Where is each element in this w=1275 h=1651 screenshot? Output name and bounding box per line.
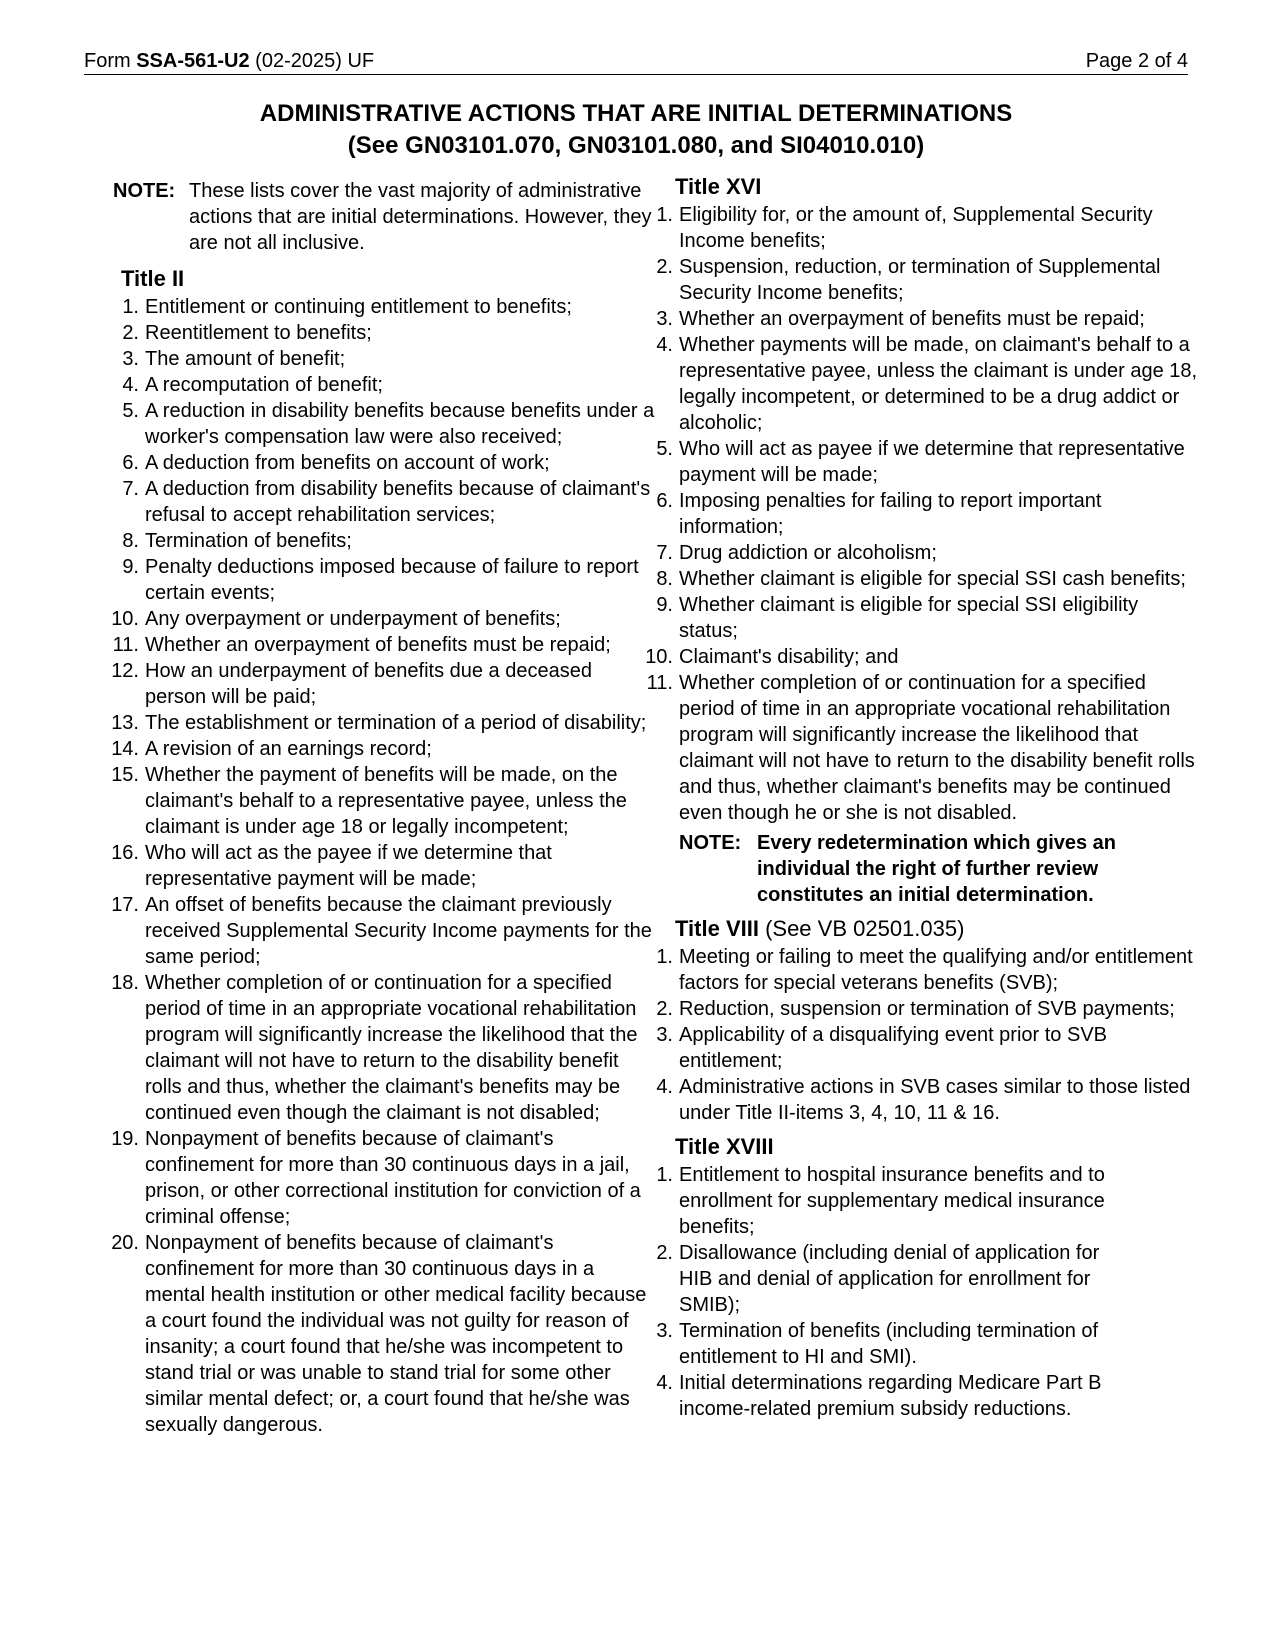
list-item-text: Disallowance (including denial of application for HIB and denial of application for enrollment for SMIB);	[679, 1242, 1100, 1316]
list-item-number: 11.	[112, 634, 139, 656]
list-item	[641, 436, 1201, 488]
list-item-number: 1.	[656, 946, 673, 968]
list-item-number: 4.	[656, 1076, 673, 1098]
list-item	[641, 1240, 1131, 1318]
list-item-text: Whether the payment of benefits will be made, on the claimant's behalf to a representative payee, unless the claimant is under age 18 or legally incompetent;	[145, 764, 627, 838]
list-item	[107, 762, 658, 840]
list-item-number: 15.	[111, 764, 139, 786]
list-item-number: 4.	[656, 334, 673, 356]
list-item-number: 9.	[656, 594, 673, 616]
list-item	[107, 658, 658, 710]
list-item	[107, 736, 658, 762]
list-item-text: A deduction from disability benefits because of claimant's refusal to accept rehabilitation services;	[145, 478, 651, 526]
list-item-number: 9.	[122, 556, 139, 578]
title-xviii-heading: Title XVIII	[675, 1134, 774, 1159]
list-item-number: 1.	[656, 204, 673, 226]
list-item-text: Eligibility for, or the amount of, Supplemental Security Income benefits;	[679, 204, 1153, 252]
list-item	[107, 1126, 658, 1230]
list-item	[641, 1318, 1131, 1370]
redetermination-note	[679, 830, 1190, 908]
list-item-text: Drug addiction or alcoholism;	[679, 542, 937, 564]
list-item-text: A recomputation of benefit;	[145, 374, 383, 396]
list-item-text: Who will act as the payee if we determine that representative payment will be made;	[145, 842, 552, 890]
list-item-number: 2.	[656, 998, 673, 1020]
list-item-number: 19.	[111, 1128, 139, 1150]
list-item	[107, 632, 658, 658]
list-item-text: Entitlement or continuing entitlement to benefits;	[145, 296, 572, 318]
intro-note-text: These lists cover the vast majority of administrative actions that are initial determinations. However, they are not all inclusive.	[189, 180, 652, 254]
list-item	[107, 372, 658, 398]
list-item-text: Reduction, suspension or termination of SVB payments;	[679, 998, 1175, 1020]
title-viii-heading: Title VIII (See VB 02501.035)	[675, 916, 965, 941]
list-item	[641, 1162, 1131, 1240]
list-item-text: The establishment or termination of a period of disability;	[145, 712, 647, 734]
list-item-text: A reduction in disability benefits because benefits under a worker's compensation law were also received;	[145, 400, 655, 448]
list-item	[641, 540, 1201, 566]
list-item-text: Nonpayment of benefits because of claimant's confinement for more than 30 continuous days in a mental health institution or other medical facility because a court found the individual was not guilty for reason of insanity; a court found that he/she was incompetent to stand trial or was unable to stand trial for some other similar mental defect; or, a court found that he/she was sexually dangerous.	[145, 1232, 647, 1436]
right-column	[645, 174, 1198, 1422]
list-item-text: Reentitlement to benefits;	[145, 322, 372, 344]
title-ii-heading: Title II	[121, 266, 185, 291]
list-item	[641, 488, 1201, 540]
list-item	[641, 1074, 1201, 1126]
list-item	[107, 970, 658, 1126]
list-item-text: Termination of benefits (including termination of entitlement to HI and SMI).	[679, 1320, 1099, 1368]
list-item	[107, 294, 658, 320]
intro-note-label: NOTE:	[113, 180, 176, 202]
list-item-text: Whether completion of or continuation for a specified period of time in an appropriate vocational rehabilitation program will significantly increase the likelihood that claimant will not have to return to the disability benefit rolls and thus, whether claimant's benefits may be continued even though he or she is not disabled.	[679, 672, 1195, 824]
list-item-number: 20.	[111, 1232, 139, 1254]
list-item	[641, 1370, 1131, 1422]
list-item	[641, 996, 1201, 1022]
list-item-number: 11.	[646, 672, 673, 694]
list-item-number: 10.	[645, 646, 673, 668]
list-item-text: Entitlement to hospital insurance benefits and to enrollment for supplementary medical insurance benefits;	[679, 1164, 1105, 1238]
list-item-number: 10.	[111, 608, 139, 630]
list-item	[107, 346, 658, 372]
list-item	[641, 332, 1201, 436]
list-item	[641, 592, 1201, 644]
form-header	[84, 48, 1188, 75]
list-item	[107, 398, 658, 450]
page-number: Page 2 of 4	[1085, 50, 1188, 72]
list-item	[107, 450, 658, 476]
list-item-number: 3.	[656, 1024, 673, 1046]
left-column	[113, 178, 658, 1438]
list-item	[107, 476, 658, 528]
list-item-text: Whether claimant is eligible for special SSI eligibility status;	[679, 594, 1139, 642]
list-item-number: 2.	[656, 1242, 673, 1264]
list-item-text: A revision of an earnings record;	[145, 738, 432, 760]
list-item	[641, 644, 1201, 670]
list-item-text: Whether payments will be made, on claimant's behalf to a representative payee, unless the claimant is under age 18, legally incompetent, or determined to be a drug addict or alcoholic;	[679, 334, 1198, 434]
list-item-number: 7.	[656, 542, 673, 564]
list-item-text: Initial determinations regarding Medicare Part B income-related premium subsidy reductions.	[679, 1372, 1102, 1420]
list-item	[107, 554, 658, 606]
list-item-number: 1.	[122, 296, 139, 318]
list-item-text: Termination of benefits;	[145, 530, 352, 552]
intro-note	[113, 178, 658, 256]
page-title-line-2: (See GN03101.070, GN03101.080, and SI04010.010)	[347, 132, 925, 159]
list-item-number: 8.	[656, 568, 673, 590]
title-ii-list	[107, 294, 658, 1438]
list-item	[641, 566, 1201, 592]
list-item-text: Administrative actions in SVB cases similar to those listed under Title II-items 3, 4, 10, 11 & 16.	[679, 1076, 1191, 1124]
list-item	[107, 710, 658, 736]
list-item-text: How an underpayment of benefits due a deceased person will be paid;	[145, 660, 592, 708]
page-title	[84, 98, 1188, 162]
list-item-text: Applicability of a disqualifying event prior to SVB entitlement;	[679, 1024, 1108, 1072]
title-xvi-list	[641, 202, 1201, 826]
list-item	[641, 944, 1201, 996]
redetermination-note-label: NOTE:	[679, 832, 742, 854]
list-item-text: Penalty deductions imposed because of failure to report certain events;	[145, 556, 639, 604]
list-item-number: 12.	[111, 660, 139, 682]
list-item-text: Whether completion of or continuation for a specified period of time in an appropriate vocational rehabilitation program will significantly increase the likelihood that the claimant will not have to return to the disability benefit rolls and thus, whether the claimant's benefits may be continued even though the claimant is not disabled;	[145, 972, 638, 1124]
list-item-text: Whether an overpayment of benefits must be repaid;	[679, 308, 1145, 330]
list-item-text: An offset of benefits because the claimant previously received Supplemental Security Income payments for the same period;	[145, 894, 652, 968]
list-item-number: 4.	[122, 374, 139, 396]
list-item-text: Meeting or failing to meet the qualifying and/or entitlement factors for special veterans benefits (SVB);	[679, 946, 1193, 994]
list-item-number: 16.	[111, 842, 139, 864]
title-xviii-list	[641, 1162, 1131, 1422]
list-item	[107, 892, 658, 970]
title-viii-reference: (See VB 02501.035)	[758, 916, 965, 941]
list-item	[107, 528, 658, 554]
list-item-number: 5.	[122, 400, 139, 422]
list-item-text: Whether claimant is eligible for special SSI cash benefits;	[679, 568, 1186, 590]
list-item	[107, 320, 658, 346]
list-item	[641, 202, 1201, 254]
list-item-number: 17.	[111, 894, 139, 916]
list-item-number: 6.	[656, 490, 673, 512]
page-title-line-1: ADMINISTRATIVE ACTIONS THAT ARE INITIAL DETERMINATIONS	[259, 100, 1013, 127]
form-id: Form SSA-561-U2 (02-2025) UF	[84, 50, 375, 72]
list-item-number: 3.	[656, 308, 673, 330]
list-item-number: 2.	[656, 256, 673, 278]
redetermination-note-text: Every redetermination which gives an individual the right of further review constitutes an initial determination.	[757, 832, 1117, 906]
list-item-number: 1.	[656, 1164, 673, 1186]
list-item-text: Any overpayment or underpayment of benefits;	[145, 608, 561, 630]
list-item-text: Imposing penalties for failing to report important information;	[679, 490, 1102, 538]
list-item-number: 5.	[656, 438, 673, 460]
list-item-text: Suspension, reduction, or termination of Supplemental Security Income benefits;	[679, 256, 1161, 304]
list-item-text: Nonpayment of benefits because of claimant's confinement for more than 30 continuous days in a jail, prison, or other correctional institution for conviction of a criminal offense;	[145, 1128, 641, 1228]
list-item	[107, 840, 658, 892]
list-item-number: 8.	[122, 530, 139, 552]
form-number: SSA-561-U2	[136, 50, 250, 72]
list-item	[641, 254, 1201, 306]
list-item-text: The amount of benefit;	[145, 348, 346, 370]
list-item	[107, 606, 658, 632]
list-item-number: 4.	[656, 1372, 673, 1394]
title-viii-list	[641, 944, 1201, 1126]
list-item-number: 2.	[122, 322, 139, 344]
list-item	[107, 1230, 658, 1438]
list-item-text: Who will act as payee if we determine that representative payment will be made;	[679, 438, 1185, 486]
list-item	[641, 306, 1201, 332]
list-item-text: Claimant's disability; and	[679, 646, 899, 668]
list-item	[641, 670, 1201, 826]
list-item-number: 18.	[111, 972, 139, 994]
list-item-number: 6.	[122, 452, 139, 474]
list-item-text: A deduction from benefits on account of work;	[145, 452, 550, 474]
list-item-number: 3.	[122, 348, 139, 370]
list-item-number: 7.	[122, 478, 139, 500]
list-item	[641, 1022, 1201, 1074]
list-item-number: 13.	[111, 712, 139, 734]
list-item-text: Whether an overpayment of benefits must be repaid;	[145, 634, 611, 656]
title-xvi-heading: Title XVI	[675, 174, 762, 199]
list-item-number: 3.	[656, 1320, 673, 1342]
list-item-number: 14.	[111, 738, 139, 760]
